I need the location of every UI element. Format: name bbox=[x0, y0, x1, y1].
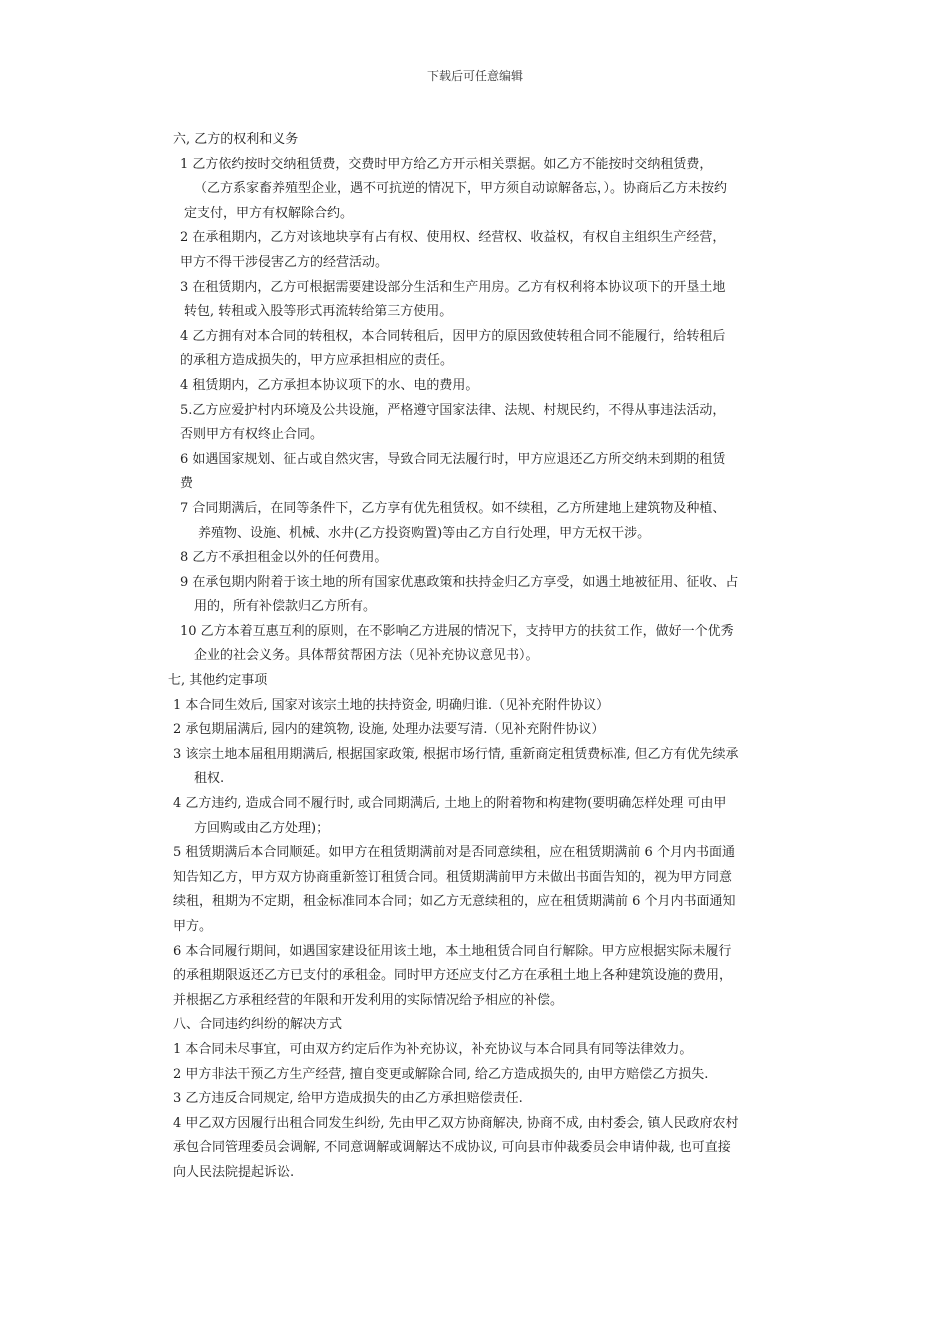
text-line: 否则甲方有权终止合同。 bbox=[180, 427, 324, 443]
text-line: 并根据乙方承租经营的年限和开发利用的实际情况给予相应的补偿。 bbox=[173, 992, 564, 1008]
text-line: 4 乙方违约, 造成合同不履行时, 或合同期满后, 土地上的附着物和构建物(要明确怎样处理 可由甲 bbox=[173, 796, 727, 812]
text-line: 9 在承包期内附着于该土地的所有国家优惠政策和扶持金归乙方享受，如遇土地被征用、征收、占 bbox=[180, 574, 739, 590]
text-line: （乙方系家畜养殖型企业，遇不可抗逆的情况下，甲方须自动谅解备忘，）。协商后乙方未按约 bbox=[194, 181, 728, 197]
text-line: 甲方。 bbox=[173, 919, 213, 934]
text-line: 4 甲乙双方因履行出租合同发生纠纷, 先由甲乙双方协商解决, 协商不成, 由村委会, 镇人民政府农村 bbox=[173, 1115, 739, 1131]
text-line: 3 该宗土地本届租用期满后, 根据国家政策, 根据市场行情, 重新商定租赁费标准, 但乙方有优先续承 bbox=[173, 746, 739, 762]
text-line: 1 本合同生效后, 国家对该宗土地的扶持资金, 明确归谁.（见补充附件协议） bbox=[173, 697, 610, 713]
text-line: 4 乙方拥有对本合同的转租权，本合同转租后，因甲方的原因致使转租合同不能履行，给转租后 bbox=[180, 328, 726, 344]
text-line: 七, 其他约定事项 bbox=[168, 673, 268, 689]
text-line: 4 租赁期内，乙方承担本协议项下的水、电的费用。 bbox=[180, 377, 479, 393]
text-line: 企业的社会义务。具体帮贫帮困方法（见补充协议意见书）。 bbox=[194, 648, 539, 664]
text-line: 10 乙方本着互惠互利的原则，在不影响乙方进展的情况下，支持甲方的扶贫工作，做好一个优秀 bbox=[180, 623, 734, 639]
text-line: 养殖物、设施、机械、水井(乙方投资购置)等由乙方自行处理，甲方无权干涉。 bbox=[198, 525, 651, 541]
text-line: 甲方不得干涉侵害乙方的经营活动。 bbox=[180, 254, 389, 270]
text-line: 6 本合同履行期间，如遇国家建设征用该土地，本土地租赁合同自行解除。甲方应根据实际未履行 bbox=[173, 943, 732, 959]
text-line: 用的，所有补偿款归乙方所有。 bbox=[194, 599, 377, 615]
text-line: 1 本合同未尽事宜，可由双方约定后作为补充协议，补充协议与本合同具有同等法律效力。 bbox=[173, 1041, 693, 1057]
text-line: 方回购或由乙方处理)； bbox=[194, 820, 330, 836]
text-line: 八、合同违约纠纷的解决方式 bbox=[173, 1017, 343, 1033]
text-line: 续租，租期为不定期，租金标准同本合同；如乙方无意续租的，应在租赁期满前 6 个月内书面通知 bbox=[173, 894, 736, 910]
text-line: 租权. bbox=[194, 771, 225, 787]
text-line: 2 在承租期内，乙方对该地块享有占有权、使用权、经营权、收益权，有权自主组织生产经营， bbox=[180, 230, 726, 246]
text-line: 承包合同管理委员会调解, 不同意调解或调解达不成协议, 可向县市仲裁委员会申请仲裁, 也可直接 bbox=[173, 1140, 731, 1156]
text-line: 7 合同期满后，在同等条件下，乙方享有优先租赁权。如不续租，乙方所建地上建筑物及种植、 bbox=[180, 500, 726, 516]
document-body bbox=[168, 128, 798, 1186]
text-line: 2 承包期届满后, 园内的建筑物, 设施, 处理办法要写清.（见补充附件协议） bbox=[173, 722, 605, 738]
text-line: 转包, 转租或入股等形式再流转给第三方使用。 bbox=[184, 304, 453, 320]
text-line: 费 bbox=[180, 476, 194, 492]
text-line: 1 乙方依约按时交纳租赁费，交费时甲方给乙方开示相关票据。如乙方不能按时交纳租赁费， bbox=[180, 156, 713, 172]
text-line: 6 如遇国家规划、征占或自然灾害，导致合同无法履行时，甲方应退还乙方所交纳未到期的租赁 bbox=[180, 451, 726, 467]
page-header: 下载后可任意编辑 bbox=[426, 69, 523, 83]
text-line: 定支付，甲方有权解除合约。 bbox=[184, 205, 354, 221]
text-line: 向人民法院提起诉讼. bbox=[173, 1164, 295, 1180]
text-line: 5 租赁期满后本合同顺延。如甲方在租赁期满前对是否同意续租，应在租赁期满前 6 个月内书面通 bbox=[173, 845, 735, 861]
text-line: 5.乙方应爱护村内环境及公共设施，严格遵守国家法律、法规、村规民约，不得从事违法活动， bbox=[180, 402, 726, 418]
text-line: 的承租期限返还乙方已支付的承租金。同时甲方还应支付乙方在承租土地上各种建筑设施的费用， bbox=[173, 968, 733, 984]
text-line: 3 乙方违反合同规定, 给甲方造成损失的由乙方承担赔偿责任. bbox=[173, 1091, 523, 1107]
text-line: 六, 乙方的权利和义务 bbox=[173, 132, 299, 147]
text-line: 知告知乙方，甲方双方协商重新签订租赁合同。租赁期满前甲方未做出书面告知的，视为甲方同意 bbox=[173, 869, 733, 885]
text-line: 3 在租赁期内，乙方可根据需要建设部分生活和生产用房。乙方有权利将本协议项下的开垦土地 bbox=[180, 279, 726, 295]
text-line: 2 甲方非法干预乙方生产经营, 擅自变更或解除合同, 给乙方造成损失的, 由甲方赔偿乙方损失. bbox=[173, 1066, 709, 1082]
text-line: 8 乙方不承担租金以外的任何费用。 bbox=[180, 550, 388, 566]
text-line: 的承租方造成损失的，甲方应承担相应的责任。 bbox=[180, 353, 454, 369]
